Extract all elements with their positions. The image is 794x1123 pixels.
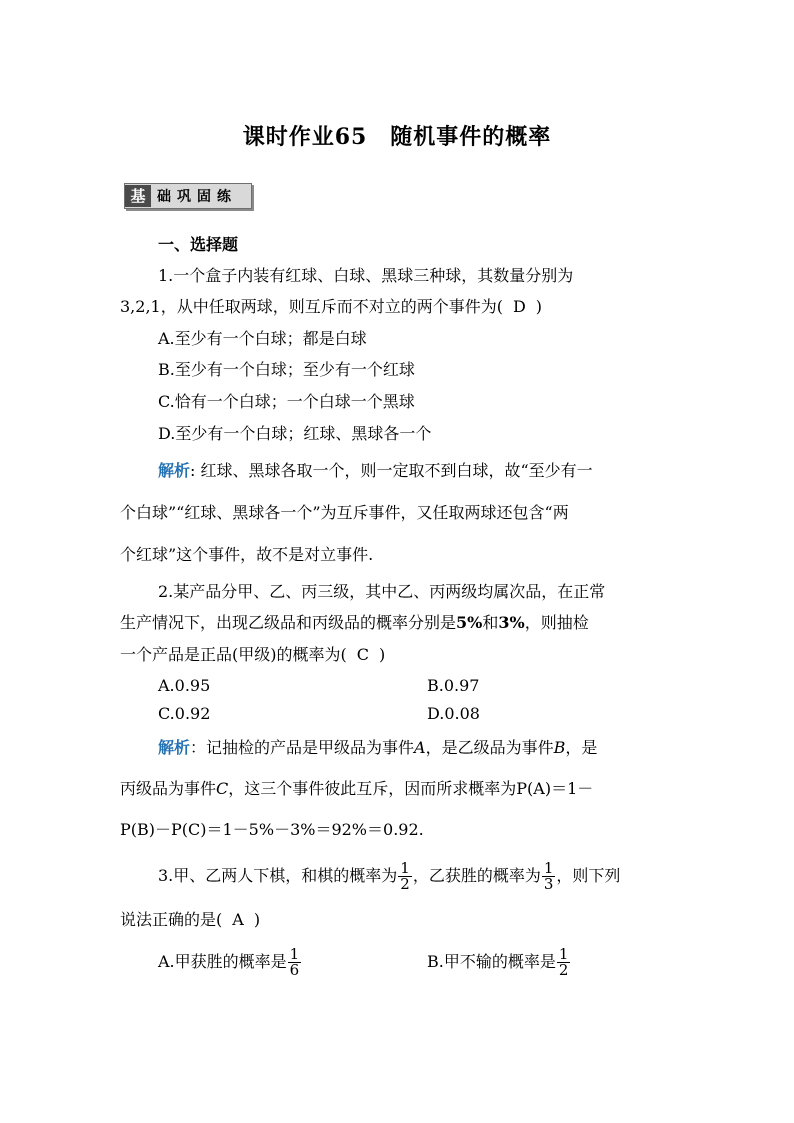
q2-option-a: A.0.95 [158, 676, 211, 695]
q3-option-b-denominator: 2 [558, 961, 569, 979]
q1-line1: 1.一个盒子内装有红球、白球、黑球三种球，其数量分别为 [158, 266, 574, 285]
q1-analysis-label: 解析 [158, 461, 191, 480]
q2-analysis-formula-a: P(A)＝1－ [516, 779, 594, 798]
q3-option-b-numerator: 1 [558, 945, 569, 963]
q2-analysis-line2 [120, 779, 593, 799]
q2-var-c: C [216, 779, 229, 798]
q2-line1: 2.某产品分甲、乙、丙三级，其中乙、丙两级均属次品，在正常 [158, 582, 606, 601]
q2-analysis-line3: P(B)－P(C)＝1－5%－3%＝92%＝0.92. [120, 820, 424, 839]
q1-analysis-line3: 个红球”这个事件，故不是对立事件. [120, 545, 374, 564]
q2-line2-text-c: ，则抽检 [524, 613, 589, 632]
q3-frac1-denominator: 2 [400, 875, 410, 893]
q2-option-d: D.0.08 [427, 704, 480, 723]
q2-analysis-text-c: ，是 [565, 738, 598, 757]
q3-line1 [158, 858, 620, 894]
q2-answer: C [356, 645, 369, 664]
q2-option-c: C.0.92 [158, 704, 211, 723]
q3-option-a-text: A.甲获胜的概率是 [158, 952, 287, 971]
q3-option-a-fraction [288, 947, 302, 978]
q1-analysis-line2: 个白球”“红球、黑球各一个”为互斥事件，又任取两球还包含“两 [120, 503, 569, 522]
q2-analysis-line1 [158, 738, 597, 758]
q3-option-a-numerator: 1 [289, 945, 300, 963]
q1-line2 [120, 297, 542, 317]
q1-stem-tail: 3,2,1，从中任取两球，则互斥而不对立的两个事件为( [120, 297, 503, 316]
section-heading: 一、选择题 [158, 235, 239, 254]
q3-line1-text-a: 3.甲、乙两人下棋，和棋的概率为 [158, 866, 398, 885]
q1-close-paren: ) [535, 297, 543, 316]
q1-answer: D [512, 297, 526, 316]
q3-line1-text-b: ，乙获胜的概率为 [412, 866, 541, 885]
q2-analysis-text-b: ，是乙级品为事件 [425, 738, 554, 757]
q1-option-b: B.至少有一个白球；至少有一个红球 [158, 360, 415, 379]
page-title: 课时作业65 随机事件的概率 [242, 124, 552, 150]
q2-pct-1: 5% [456, 613, 483, 632]
q3-option-a [158, 944, 302, 980]
q3-line2 [120, 910, 260, 930]
q2-analysis-label: 解析 [158, 738, 191, 757]
q2-line2 [120, 613, 589, 633]
q2-line3 [120, 645, 385, 665]
q3-option-a-denominator: 6 [289, 961, 300, 979]
q1-analysis-text: : 红球、黑球各取一个，则一定取不到白球，故“至少有一 [190, 461, 593, 480]
q3-close-paren: ) [253, 910, 261, 929]
q2-analysis-text-e: ，这三个事件彼此互斥，因而所求概率为 [228, 779, 517, 798]
q3-frac2-denominator: 3 [543, 875, 554, 893]
q2-close-paren: ) [378, 645, 386, 664]
q3-answer: A [232, 910, 244, 929]
section-banner [124, 183, 252, 209]
banner-label: 础巩固练 [157, 189, 237, 205]
q2-pct-2: 3% [498, 613, 525, 632]
q2-analysis-text-d: 丙级品为事件 [120, 779, 217, 798]
banner-first-char: 基 [125, 185, 151, 207]
q1-option-a: A.至少有一个白球；都是白球 [158, 329, 367, 348]
q3-option-b-text: B.甲不输的概率是 [427, 952, 556, 971]
q2-line2-text-b: 和 [482, 613, 499, 632]
q3-frac2-numerator: 1 [543, 859, 554, 877]
q2-line2-text-a: 生产情况下，出现乙级品和丙级品的概率分别是 [120, 613, 457, 632]
q2-option-b: B.0.97 [427, 676, 480, 695]
q2-var-b: B [553, 738, 566, 757]
q2-analysis-text-a: ：记抽检的产品是甲级品为事件 [190, 738, 415, 757]
q3-option-b [427, 944, 571, 980]
q3-fraction-win [542, 861, 556, 892]
q2-stem-tail: 一个产品是正品(甲级)的概率为( [120, 645, 347, 664]
q2-var-a: A [414, 738, 426, 757]
q3-fraction-draw [398, 861, 412, 892]
q3-stem-tail: 说法正确的是( [120, 910, 223, 929]
q1-analysis-line1 [158, 461, 593, 481]
q3-frac1-numerator: 1 [400, 859, 410, 877]
q3-line1-text-c: ，则下列 [556, 866, 621, 885]
q3-option-b-fraction [557, 947, 571, 978]
q1-option-d: D.至少有一个白球；红球、黑球各一个 [158, 424, 432, 443]
q1-option-c: C.恰有一个白球；一个白球一个黑球 [158, 392, 415, 411]
